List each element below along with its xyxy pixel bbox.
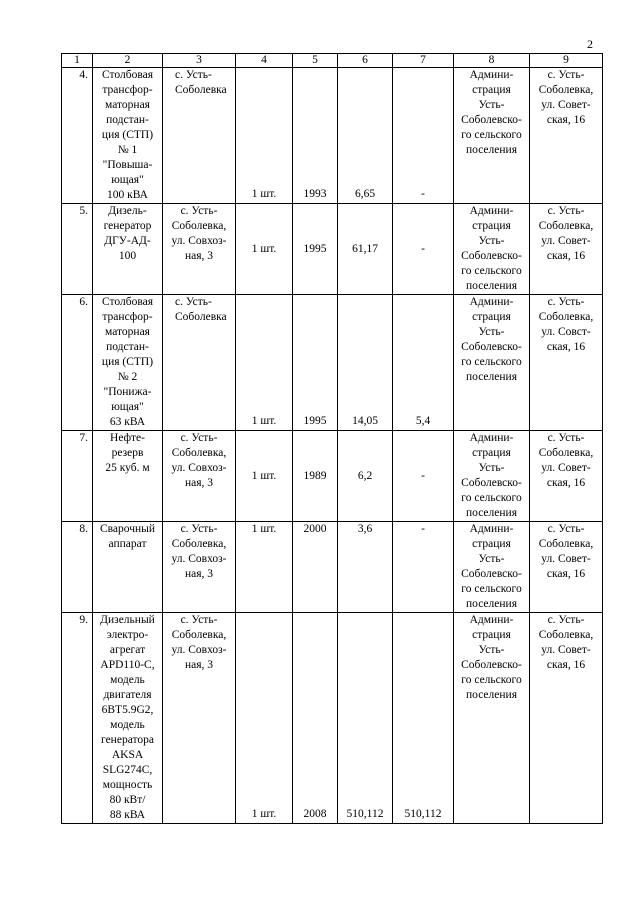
item-name: Дизель- генератор ДГУ-АД- 100 — [93, 204, 163, 295]
row-number: 5. — [62, 204, 93, 295]
item-quantity: 1 шт. — [236, 522, 293, 613]
item-owner: Админи- страция Усть- Соболевско- го сельского поселения — [454, 522, 530, 613]
table-row — [62, 295, 603, 431]
item-quantity: 1 шт. — [236, 295, 293, 431]
item-value-col7: - — [393, 431, 454, 522]
item-owner: Админи- страция Усть- Соболевско- го сельского поселения — [454, 68, 530, 204]
item-name: Дизельный электро- агрегат APD110-C, модель двигателя 6BT5.9G2, модель генератора AKSA SLG274C, мощность 80 кВт/ 88 кВА — [93, 613, 163, 824]
item-value-col7: 510,112 — [393, 613, 454, 824]
table-header-row — [62, 54, 603, 68]
item-name: Столбовая трансфор- маторная подстан- ция (СТП) № 1 "Повыша- ющая" 100 кВА — [93, 68, 163, 204]
row-number: 4. — [62, 68, 93, 204]
item-year: 1989 — [293, 431, 338, 522]
item-location: с. Усть- Соболевка, ул. Совхоз- ная, 3 — [163, 204, 236, 295]
item-owner: Админи- страция Усть- Соболевско- го сельского поселения — [454, 204, 530, 295]
item-location: с. Усть- Соболевка, ул. Совхоз- ная, 3 — [163, 522, 236, 613]
item-location: с. Усть- Соболевка — [163, 295, 236, 431]
column-header: 5 — [293, 54, 338, 68]
column-header: 1 — [62, 54, 93, 68]
row-number: 6. — [62, 295, 93, 431]
item-year: 2008 — [293, 613, 338, 824]
page-number: 2 — [587, 37, 593, 51]
item-value-col6: 6,65 — [338, 68, 393, 204]
item-value-col6: 6,2 — [338, 431, 393, 522]
item-quantity: 1 шт. — [236, 431, 293, 522]
item-owner: Админи- страция Усть- Соболевско- го сельского поселения — [454, 613, 530, 824]
table-row — [62, 431, 603, 522]
item-location: с. Усть- Соболевка, ул. Совхоз- ная, 3 — [163, 613, 236, 824]
item-name: Столбовая трансфор- маторная подстан- ция (СТП) № 2 "Понижа- ющая" 63 кВА — [93, 295, 163, 431]
column-header: 9 — [530, 54, 603, 68]
item-value-col7: 5,4 — [393, 295, 454, 431]
column-header: 6 — [338, 54, 393, 68]
item-quantity: 1 шт. — [236, 613, 293, 824]
item-year: 1993 — [293, 68, 338, 204]
column-header: 4 — [236, 54, 293, 68]
item-address: с. Усть- Соболевка, ул. Совет- ская, 16 — [530, 68, 603, 204]
table-row — [62, 522, 603, 613]
item-name: Нефте- резерв 25 куб. м — [93, 431, 163, 522]
item-name: Сварочный аппарат — [93, 522, 163, 613]
table-row — [62, 204, 603, 295]
row-number: 7. — [62, 431, 93, 522]
item-quantity: 1 шт. — [236, 68, 293, 204]
item-address: с. Усть- Соболевка, ул. Совет- ская, 16 — [530, 613, 603, 824]
item-value-col7: - — [393, 68, 454, 204]
column-header: 7 — [393, 54, 454, 68]
item-address: с. Усть- Соболевка, ул. Совет- ская, 16 — [530, 204, 603, 295]
column-header: 3 — [163, 54, 236, 68]
item-value-col7: - — [393, 204, 454, 295]
column-header: 8 — [454, 54, 530, 68]
item-address: с. Усть- Соболевка, ул. Совст- ская, 16 — [530, 295, 603, 431]
item-value-col6: 61,17 — [338, 204, 393, 295]
row-number: 9. — [62, 613, 93, 824]
property-table — [61, 53, 603, 824]
row-number: 8. — [62, 522, 93, 613]
item-value-col6: 510,112 — [338, 613, 393, 824]
item-value-col6: 3,6 — [338, 522, 393, 613]
table-row — [62, 68, 603, 204]
item-location: с. Усть- Соболевка — [163, 68, 236, 204]
item-year: 2000 — [293, 522, 338, 613]
item-address: с. Усть- Соболевка, ул. Совет- ская, 16 — [530, 431, 603, 522]
item-owner: Админи- страция Усть- Соболевско- го сельского поселения — [454, 431, 530, 522]
item-quantity: 1 шт. — [236, 204, 293, 295]
item-value-col7: - — [393, 522, 454, 613]
item-value-col6: 14,05 — [338, 295, 393, 431]
column-header: 2 — [93, 54, 163, 68]
item-address: с. Усть- Соболевка, ул. Совет- ская, 16 — [530, 522, 603, 613]
item-year: 1995 — [293, 204, 338, 295]
item-owner: Админи- страция Усть- Соболевско- го сельского поселения — [454, 295, 530, 431]
table-row — [62, 613, 603, 824]
item-location: с. Усть- Соболевка, ул. Совхоз- ная, 3 — [163, 431, 236, 522]
item-year: 1995 — [293, 295, 338, 431]
